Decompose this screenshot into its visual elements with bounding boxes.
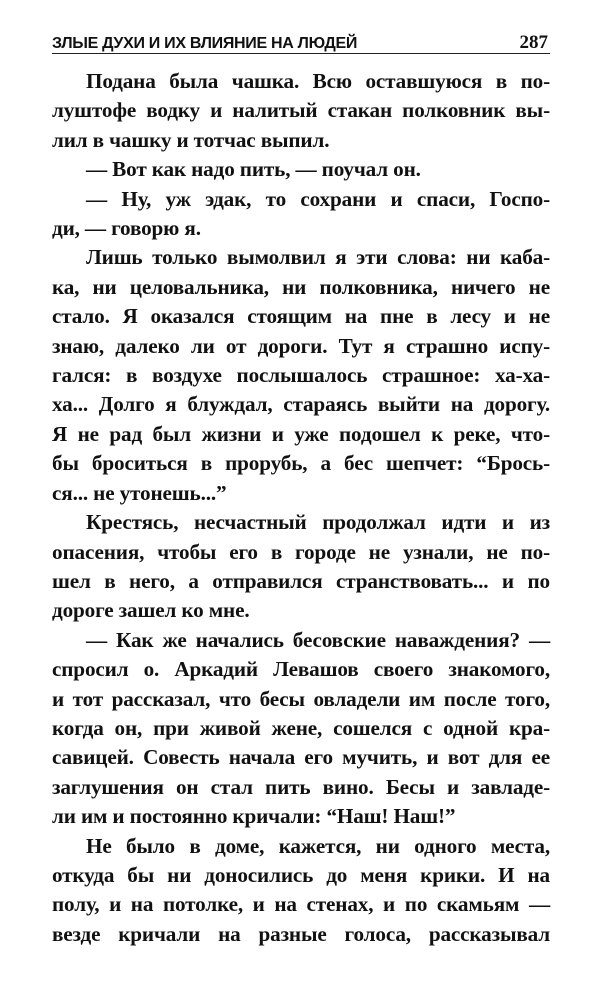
text-line: — Как же начались бесовские наваждения? — bbox=[86, 627, 550, 652]
text-line: Не было в доме, кажется, ни одного места, bbox=[86, 833, 550, 858]
text-line: и тот рассказал, что бесы овладели им после того, bbox=[52, 686, 550, 711]
paragraph bbox=[52, 508, 550, 626]
body-text bbox=[52, 67, 550, 949]
text-line: ди, — говорю я. bbox=[52, 216, 201, 241]
running-header bbox=[52, 22, 550, 54]
paragraph bbox=[52, 155, 550, 184]
text-line: ха... Долго я блуждал, стараясь выйти на дорогу. bbox=[52, 392, 550, 417]
text-line: дороге зашел ко мне. bbox=[52, 598, 250, 623]
text-line: ли им и постоянно кричали: “Наш! Наш!” bbox=[52, 804, 456, 829]
text-line: Подана была чашка. Всю оставшуюся в по- bbox=[86, 69, 550, 93]
text-line: везде кричали на разные голоса, рассказывал bbox=[52, 921, 550, 946]
text-line: Крестясь, несчастный продолжал идти и из bbox=[86, 510, 550, 535]
paragraph bbox=[52, 185, 550, 244]
text-line: откуда бы ни доносились до меня крики. И на bbox=[52, 862, 550, 887]
text-line: Я не рад был жизни и уже подошел к реке, что- bbox=[52, 421, 550, 446]
text-line: савицей. Совесть начала его мучить, и вот для ее bbox=[52, 745, 550, 770]
text-line: опасения, чтобы его в городе не узнали, не по- bbox=[52, 539, 550, 564]
text-line: Лишь только вымолвил я эти слова: ни каба- bbox=[86, 245, 550, 270]
text-line: знаю, далеко ли от дороги. Тут я страшно испу- bbox=[52, 333, 550, 358]
text-line: луштофе водку и налитый стакан полковник вы- bbox=[52, 98, 550, 123]
paragraph bbox=[52, 243, 550, 508]
text-line: ка, ни целовальника, ни полковника, ничего не bbox=[52, 274, 550, 299]
text-line: гался: в воздухе послышалось страшное: ха-ха- bbox=[52, 363, 550, 388]
text-line: бы броситься в прорубь, а бес шепчет: “Брось- bbox=[52, 451, 550, 476]
text-line: — Вот как надо пить, — поучал он. bbox=[86, 157, 421, 182]
text-line: стало. Я оказался стоящим на пне в лесу и не bbox=[52, 304, 550, 329]
text-line: шел в него, а отправился странствовать... и по bbox=[52, 568, 550, 593]
text-line: — Ну, уж эдак, то сохрани и спаси, Госпо- bbox=[86, 186, 550, 211]
text-line: полу, и на потолке, и на стенах, и по скамьям — bbox=[52, 892, 550, 917]
text-line: когда он, при живой жене, сошелся с одной кра- bbox=[52, 715, 550, 740]
chapter-title: ЗЛЫЕ ДУХИ И ИХ ВЛИЯНИЕ НА ЛЮДЕЙ bbox=[52, 35, 358, 52]
page-number: 287 bbox=[519, 32, 548, 53]
text-line: лил в чашку и тотчас выпил. bbox=[52, 127, 330, 152]
text-line: ся... не утонешь...” bbox=[52, 480, 227, 505]
paragraph bbox=[52, 626, 550, 832]
paragraph bbox=[52, 832, 550, 950]
paragraph bbox=[52, 67, 550, 155]
text-line: заглушения он стал пить вино. Бесы и завладе- bbox=[52, 774, 550, 799]
text-line: спросил о. Аркадий Левашов своего знакомого, bbox=[52, 657, 550, 682]
